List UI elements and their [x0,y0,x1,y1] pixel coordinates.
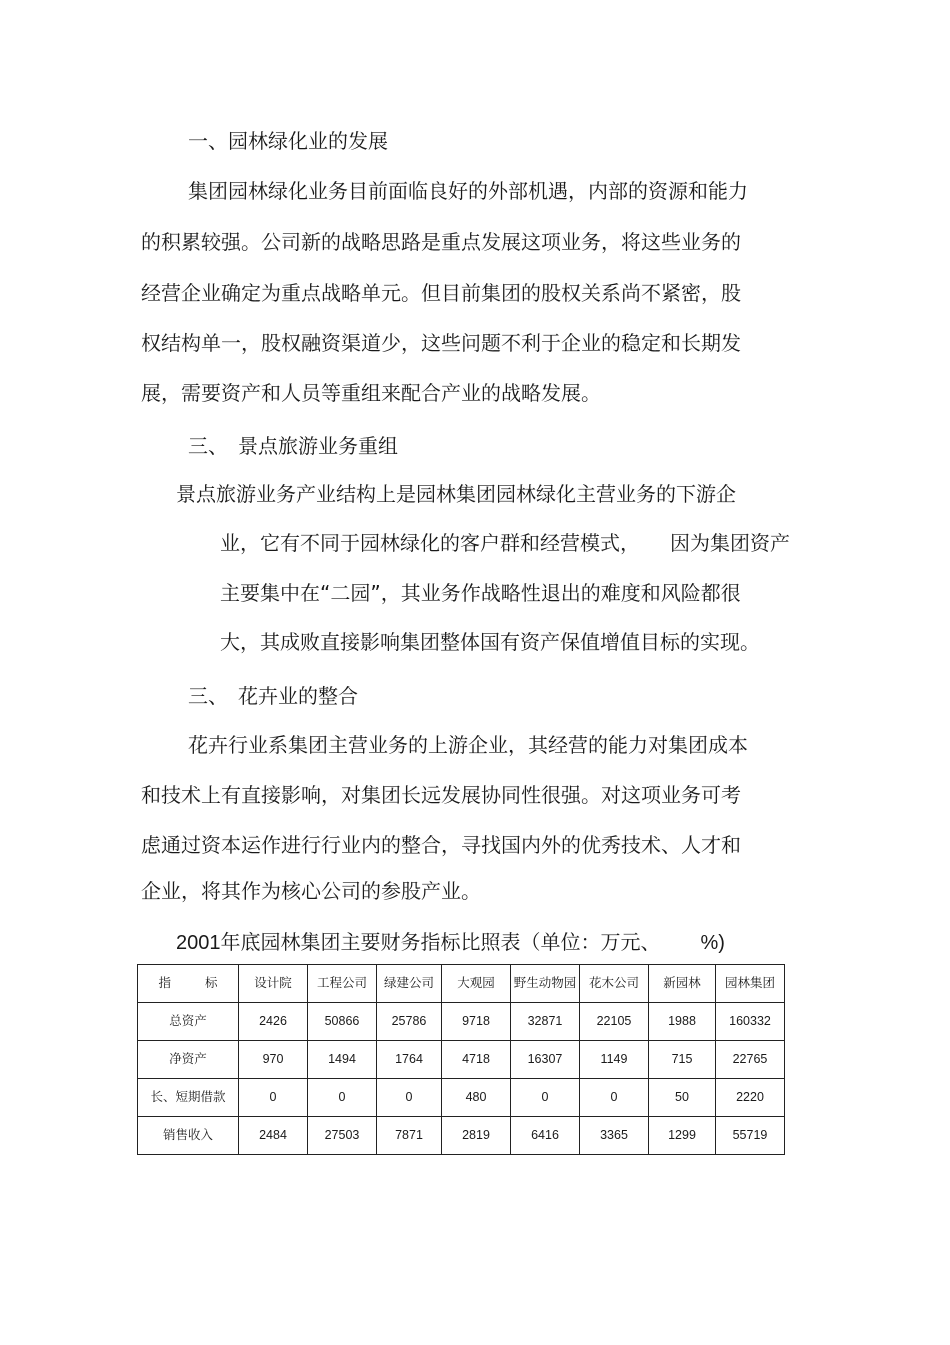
paragraph-line: 景点旅游业务产业结构上是园林集团园林绿化主营业务的下游企 [176,482,736,506]
table-cell: 2220 [716,1079,785,1117]
paragraph-line: 和技术上有直接影响，对集团长远发展协同性很强。对这项业务可考 [141,783,741,807]
header-cell: 新园林 [649,965,716,1003]
table-cell: 970 [239,1041,308,1079]
table-cell: 6416 [511,1117,580,1155]
table-cell: 22765 [716,1041,785,1079]
table-cell: 0 [239,1079,308,1117]
row-label: 长、短期借款 [138,1079,239,1117]
paragraph-line: 展，需要资产和人员等重组来配合产业的战略发展。 [141,381,601,405]
header-cell: 设计院 [239,965,308,1003]
paragraph-line: 经营企业确定为重点战略单元。但目前集团的股权关系尚不紧密，股 [141,281,741,305]
table-cell: 50866 [308,1003,377,1041]
table-cell: 715 [649,1041,716,1079]
table-cell: 2484 [239,1117,308,1155]
table-title-text: 2001年底园林集团主要财务指标比照表（单位：万元、 [176,932,661,954]
heading-landscaping: 一、园林绿化业的发展 [188,129,388,153]
paragraph-line: 花卉行业系集团主营业务的上游企业，其经营的能力对集团成本 [188,733,748,757]
table-title [176,929,725,957]
paragraph-line: 权结构单一，股权融资渠道少，这些问题不利于企业的稳定和长期发 [141,331,741,355]
table-title-unit: %) [700,932,725,954]
table-cell: 2819 [442,1117,511,1155]
table-cell: 3365 [580,1117,649,1155]
row-label: 销售收入 [138,1117,239,1155]
row-label: 净资产 [138,1041,239,1079]
table-cell: 55719 [716,1117,785,1155]
table-cell: 4718 [442,1041,511,1079]
header-cell: 大观园 [442,965,511,1003]
table-cell: 1494 [308,1041,377,1079]
table-cell: 2426 [239,1003,308,1041]
table-cell: 25786 [377,1003,442,1041]
table-cell: 0 [377,1079,442,1117]
paragraph-line: 大，其成败直接影响集团整体国有资产保值增值目标的实现。 [220,630,760,654]
paragraph-line: 业，它有不同于园林绿化的客户群和经营模式， 因为集团资产 [220,531,790,555]
table-cell: 32871 [511,1003,580,1041]
table-row [138,1117,785,1155]
table-cell: 50 [649,1079,716,1117]
header-cell: 野生动物园 [511,965,580,1003]
header-cell: 花木公司 [580,965,649,1003]
table-cell: 7871 [377,1117,442,1155]
header-cell: 园林集团 [716,965,785,1003]
row-label: 总资产 [138,1003,239,1041]
table-row [138,1041,785,1079]
heading-tourism: 三、 景点旅游业务重组 [188,434,398,458]
table-cell: 1299 [649,1117,716,1155]
table-cell: 1988 [649,1003,716,1041]
table-cell: 16307 [511,1041,580,1079]
paragraph-line: 的积累较强。公司新的战略思路是重点发展这项业务，将这些业务的 [141,230,741,254]
header-indicator: 指 标 [138,965,239,1003]
table-cell: 9718 [442,1003,511,1041]
table-cell: 0 [511,1079,580,1117]
financial-table [137,964,785,1155]
table-row [138,1079,785,1117]
table-cell: 27503 [308,1117,377,1155]
paragraph-line: 主要集中在“二园”，其业务作战略性退出的难度和风险都很 [220,581,741,605]
header-cell: 绿建公司 [377,965,442,1003]
table-cell: 22105 [580,1003,649,1041]
heading-flowers: 三、 花卉业的整合 [188,684,358,708]
table-row [138,1003,785,1041]
table-header-row [138,965,785,1003]
table-cell: 480 [442,1079,511,1117]
table-cell: 0 [308,1079,377,1117]
table-cell: 1149 [580,1041,649,1079]
table-cell: 160332 [716,1003,785,1041]
table-cell: 0 [580,1079,649,1117]
paragraph-line: 集团园林绿化业务目前面临良好的外部机遇，内部的资源和能力 [188,179,748,203]
header-cell: 工程公司 [308,965,377,1003]
paragraph-line: 企业，将其作为核心公司的参股产业。 [141,879,481,903]
paragraph-line: 虑通过资本运作进行行业内的整合，寻找国内外的优秀技术、人才和 [141,833,741,857]
table-cell: 1764 [377,1041,442,1079]
